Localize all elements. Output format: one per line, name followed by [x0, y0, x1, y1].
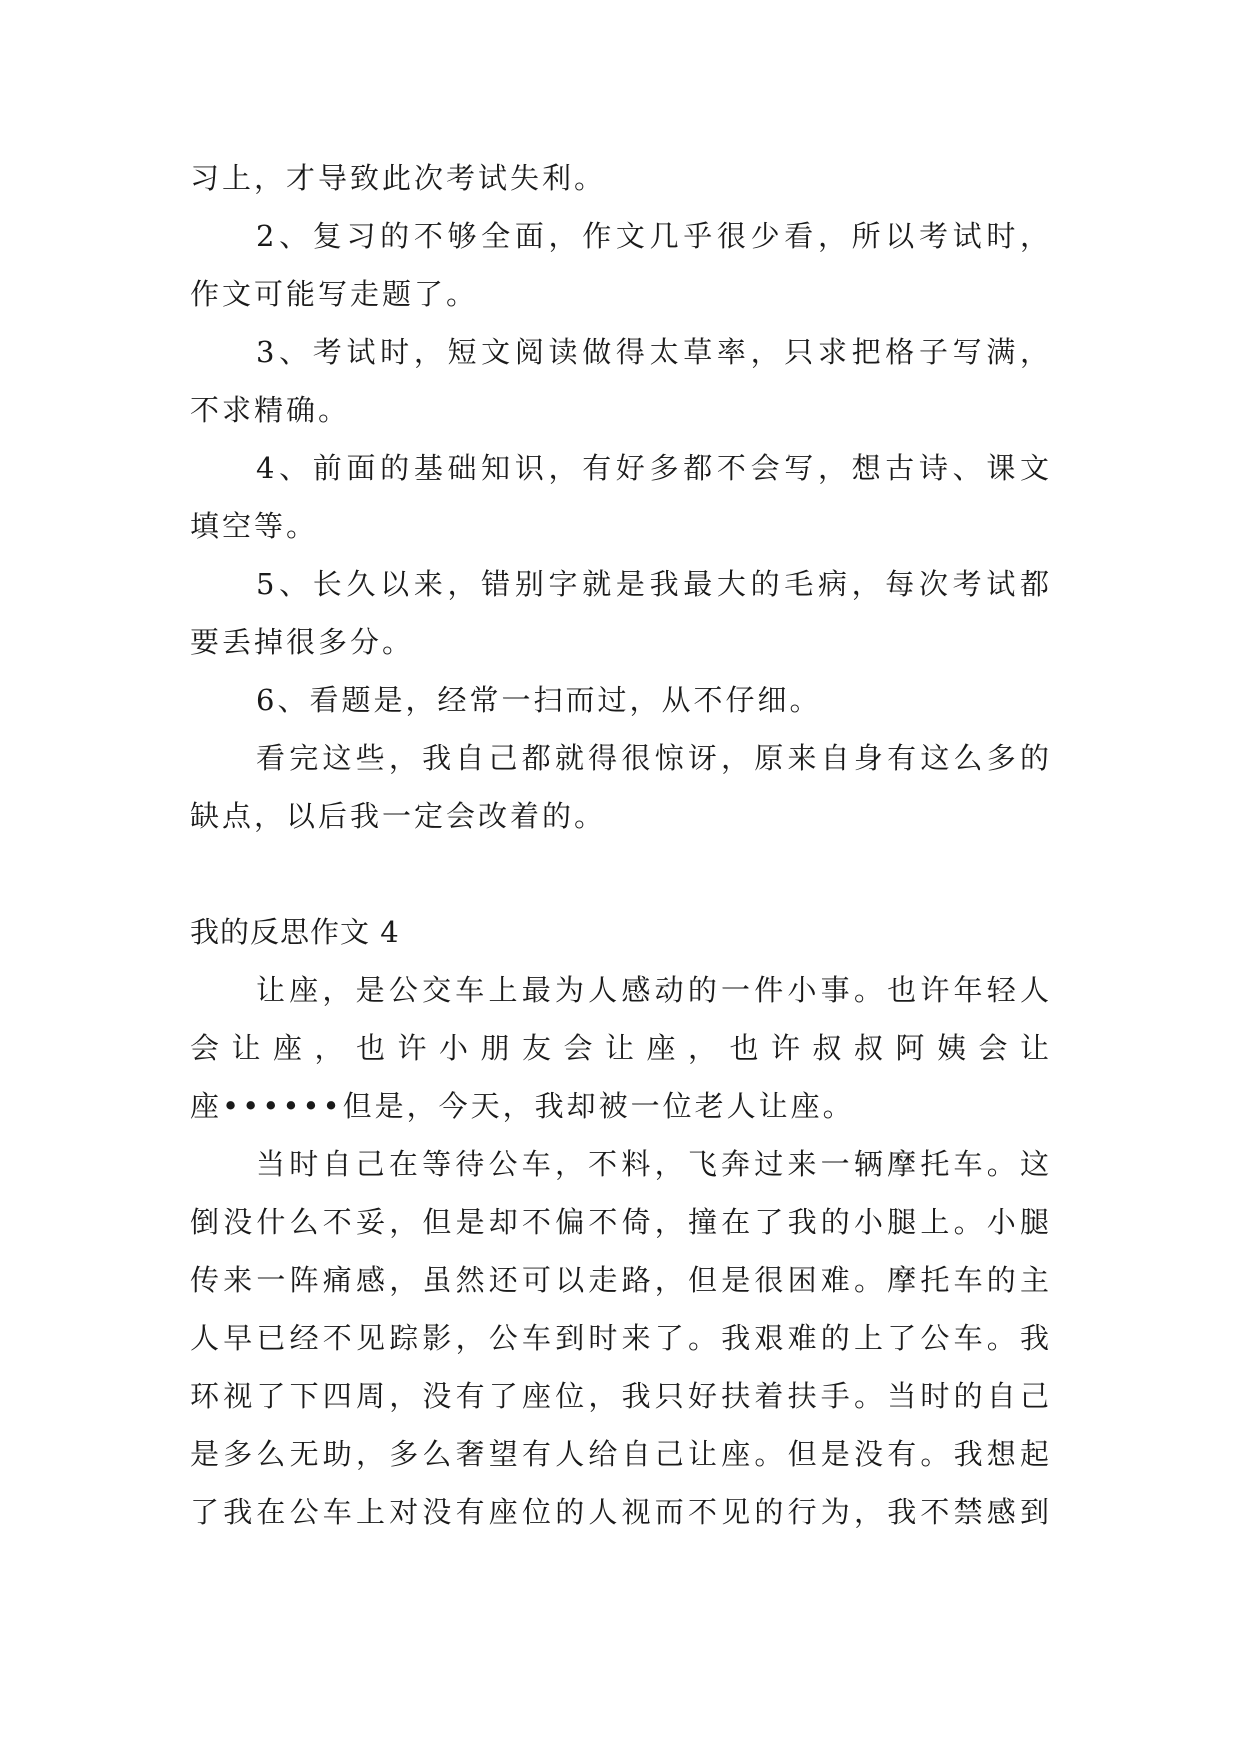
text-line: 4、前面的基础知识，有好多都不会写，想古诗、课文 [256, 451, 1052, 485]
text-line: 了我在公车上对没有座位的人视而不见的行为，我不禁感到 [190, 1495, 1052, 1529]
section-heading: 我的反思作文 4 [190, 915, 400, 949]
document-page [190, 158, 1052, 1550]
text-line: 5、长久以来，错别字就是我最大的毛病，每次考试都 [256, 567, 1052, 601]
text-line: 是多么无助，多么奢望有人给自己让座。但是没有。我想起 [190, 1437, 1052, 1471]
paragraph-gap [190, 854, 1052, 912]
text-line: 6、看题是，经常一扫而过，从不仔细。 [256, 683, 822, 717]
text-line: 人早已经不见踪影，公车到时来了。我艰难的上了公车。我 [190, 1321, 1052, 1355]
text-line: 座••••••但是，今天，我却被一位老人让座。 [190, 1089, 855, 1123]
text-line: 倒没什么不妥，但是却不偏不倚，撞在了我的小腿上。小腿 [190, 1205, 1052, 1239]
text-line: 作文可能写走题了。 [190, 277, 479, 311]
text-line: 环视了下四周，没有了座位，我只好扶着扶手。当时的自己 [190, 1379, 1052, 1413]
text-line: 缺点，以后我一定会改着的。 [190, 799, 607, 833]
text-line: 当时自己在等待公车，不料，飞奔过来一辆摩托车。这 [256, 1147, 1052, 1181]
text-line: 3、考试时，短文阅读做得太草率，只求把格子写满， [256, 335, 1052, 369]
text-line: 让座，是公交车上最为人感动的一件小事。也许年轻人 [256, 973, 1052, 1007]
text-line: 要丢掉很多分。 [190, 625, 415, 659]
text-line: 会让座，也许小朋友会让座，也许叔叔阿姨会让 [190, 1031, 1052, 1065]
text-line: 填空等。 [190, 509, 319, 543]
text-line: 看完这些，我自己都就得很惊讶，原来自身有这么多的 [256, 741, 1052, 775]
text-line: 习上，才导致此次考试失利。 [190, 161, 607, 195]
text-line: 2、复习的不够全面，作文几乎很少看，所以考试时， [256, 219, 1052, 253]
text-line: 不求精确。 [190, 393, 351, 427]
text-line: 传来一阵痛感，虽然还可以走路，但是很困难。摩托车的主 [190, 1263, 1052, 1297]
